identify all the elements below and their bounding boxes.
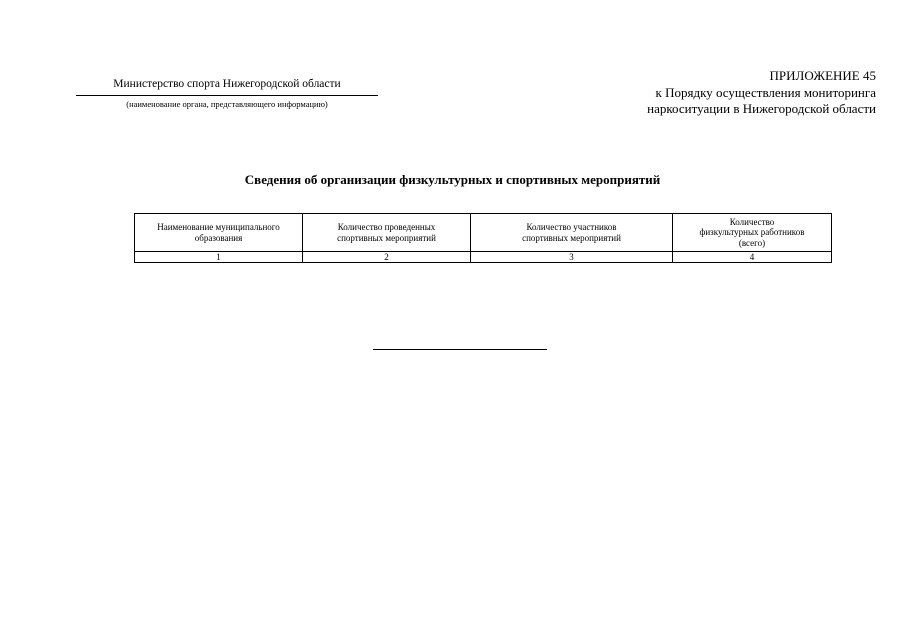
- report-table: [134, 213, 832, 263]
- column-number: 1: [135, 252, 303, 263]
- organization-block: [76, 77, 378, 110]
- column-header-events-count: Количество проведенных спортивных мероприятий: [303, 214, 471, 252]
- column-header-participants-count: Количество участников спортивных мероприятий: [471, 214, 673, 252]
- appendix-reference-continued: наркоситуации в Нижегородской области: [647, 101, 876, 116]
- document-title: Сведения об организации физкультурных и спортивных мероприятий: [244, 172, 661, 187]
- appendix-number: ПРИЛОЖЕНИЕ 45: [769, 68, 876, 83]
- organization-caption: (наименование органа, представляющего информацию): [126, 99, 328, 109]
- appendix-heading: [556, 68, 876, 118]
- column-number-row: [135, 252, 832, 263]
- column-header-staff-count: Количество физкультурных работников (всего): [673, 214, 832, 252]
- column-number: 2: [303, 252, 471, 263]
- appendix-reference: к Порядку осуществления мониторинга: [655, 84, 876, 100]
- table-header-row: [135, 214, 832, 252]
- column-number: 4: [673, 252, 832, 263]
- signature-line: [373, 349, 547, 350]
- organization-name: Министерство спорта Нижегородской области: [76, 77, 378, 96]
- column-number: 3: [471, 252, 673, 263]
- column-header-municipality: Наименование муниципального образования: [135, 214, 303, 252]
